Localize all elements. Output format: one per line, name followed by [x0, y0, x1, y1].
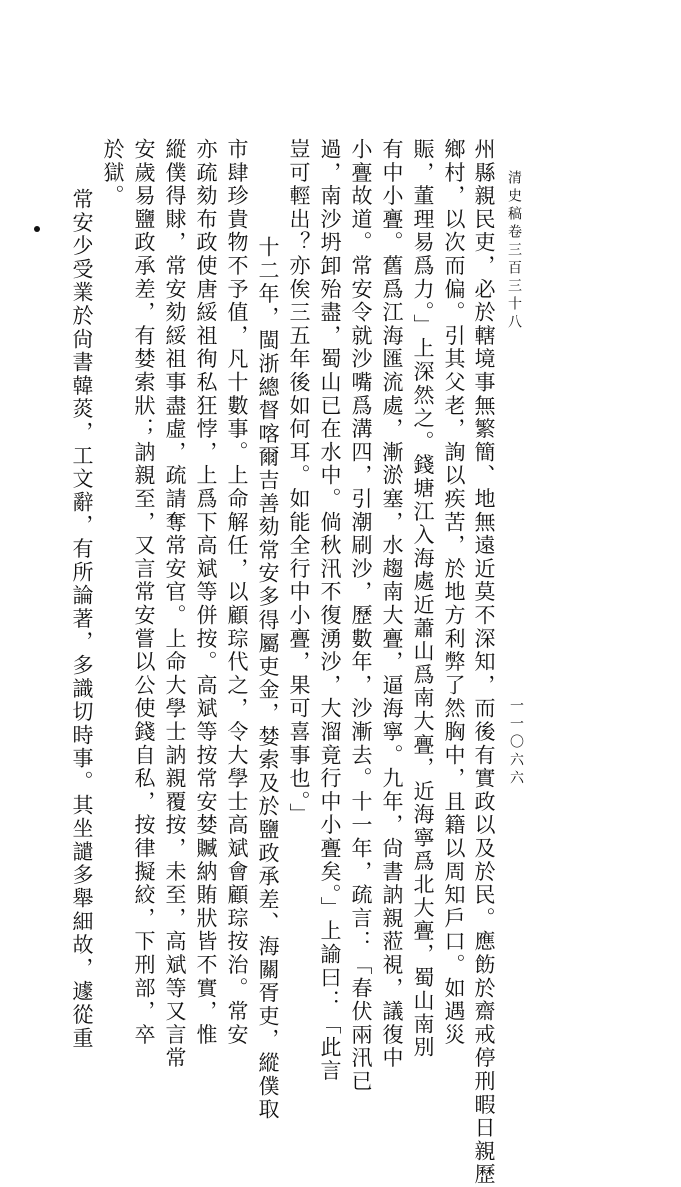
text-column-5: 小亹故道。常安令就沙嘴爲溝四，引潮刷沙，歷數年，沙漸去。十一年，疏言：「春伏兩汛已	[349, 138, 373, 1094]
margin-dot	[34, 226, 40, 232]
text-column-6: 過，南沙坍卸殆盡，蜀山已在水中。倘秋汛不復湧沙，大溜竟行中小亹矣。」上諭曰：「此言	[318, 138, 342, 1083]
text-column-1: 州縣親民吏，必於轄境事無繁簡、地無遠近莫不深知，而後有實政以及於民。應飭於齋戒停刑暇日親歷	[472, 138, 496, 1187]
text-column-10: 亦疏劾布政使唐綏祖徇私狂悖，上爲下高斌等併按。高斌等按常安婪贓納賄狀皆不實，惟	[194, 138, 218, 1047]
text-column-13: 於獄。	[101, 138, 125, 208]
text-column-12: 安歲易鹽政承差，有婪索狀；訥親至，又言常安嘗以公使錢自私，按律擬絞，下刑部，卒	[132, 138, 156, 1047]
text-column-14: 常安少受業於尙書韓菼，工文辭，有所論著，多識切時事。其坐譴多舉細故，遽從重	[70, 188, 94, 1051]
text-column-8: 十二年，閩浙總督喀爾吉善劾常安多得屬吏金，婪索及於鹽政承差、海關胥吏，縱僕取	[256, 236, 280, 1122]
text-column-2: 鄉村，以次而偏。引其父老，詢以疾苦，於地方利弊了然胸中，且籍以周知戶口。如遇災	[442, 138, 466, 1047]
text-column-11: 縱僕得賕，常安劾綏祖事盡虛，疏請奪常安官。上命大學士訥親覆按，未至，高斌等又言常	[163, 138, 187, 1070]
text-column-9: 市肆珍貴物不予值，凡十數事。上命解任，以顧琮代之，令大學士高斌會顧琮按治。常安	[225, 138, 249, 1047]
text-column-7: 豈可輕出？亦俟三五年後如何耳。如能全行中小亹，果可喜事也。」	[287, 138, 311, 827]
page-number: 一一〇六六	[508, 698, 524, 788]
running-header: 清史稿卷三百三十八	[506, 170, 522, 332]
text-column-4: 有中小亹。舊爲江海匯流處，漸淤塞，水趨南大亹，逼海寧。九年，尙書訥親蒞視，議復中	[380, 138, 404, 1070]
text-column-3: 賑，董理易爲力。」上深然之。錢塘江入海處近蕭山爲南大亹，近海寧爲北大亹，蜀山南別	[411, 138, 435, 1060]
